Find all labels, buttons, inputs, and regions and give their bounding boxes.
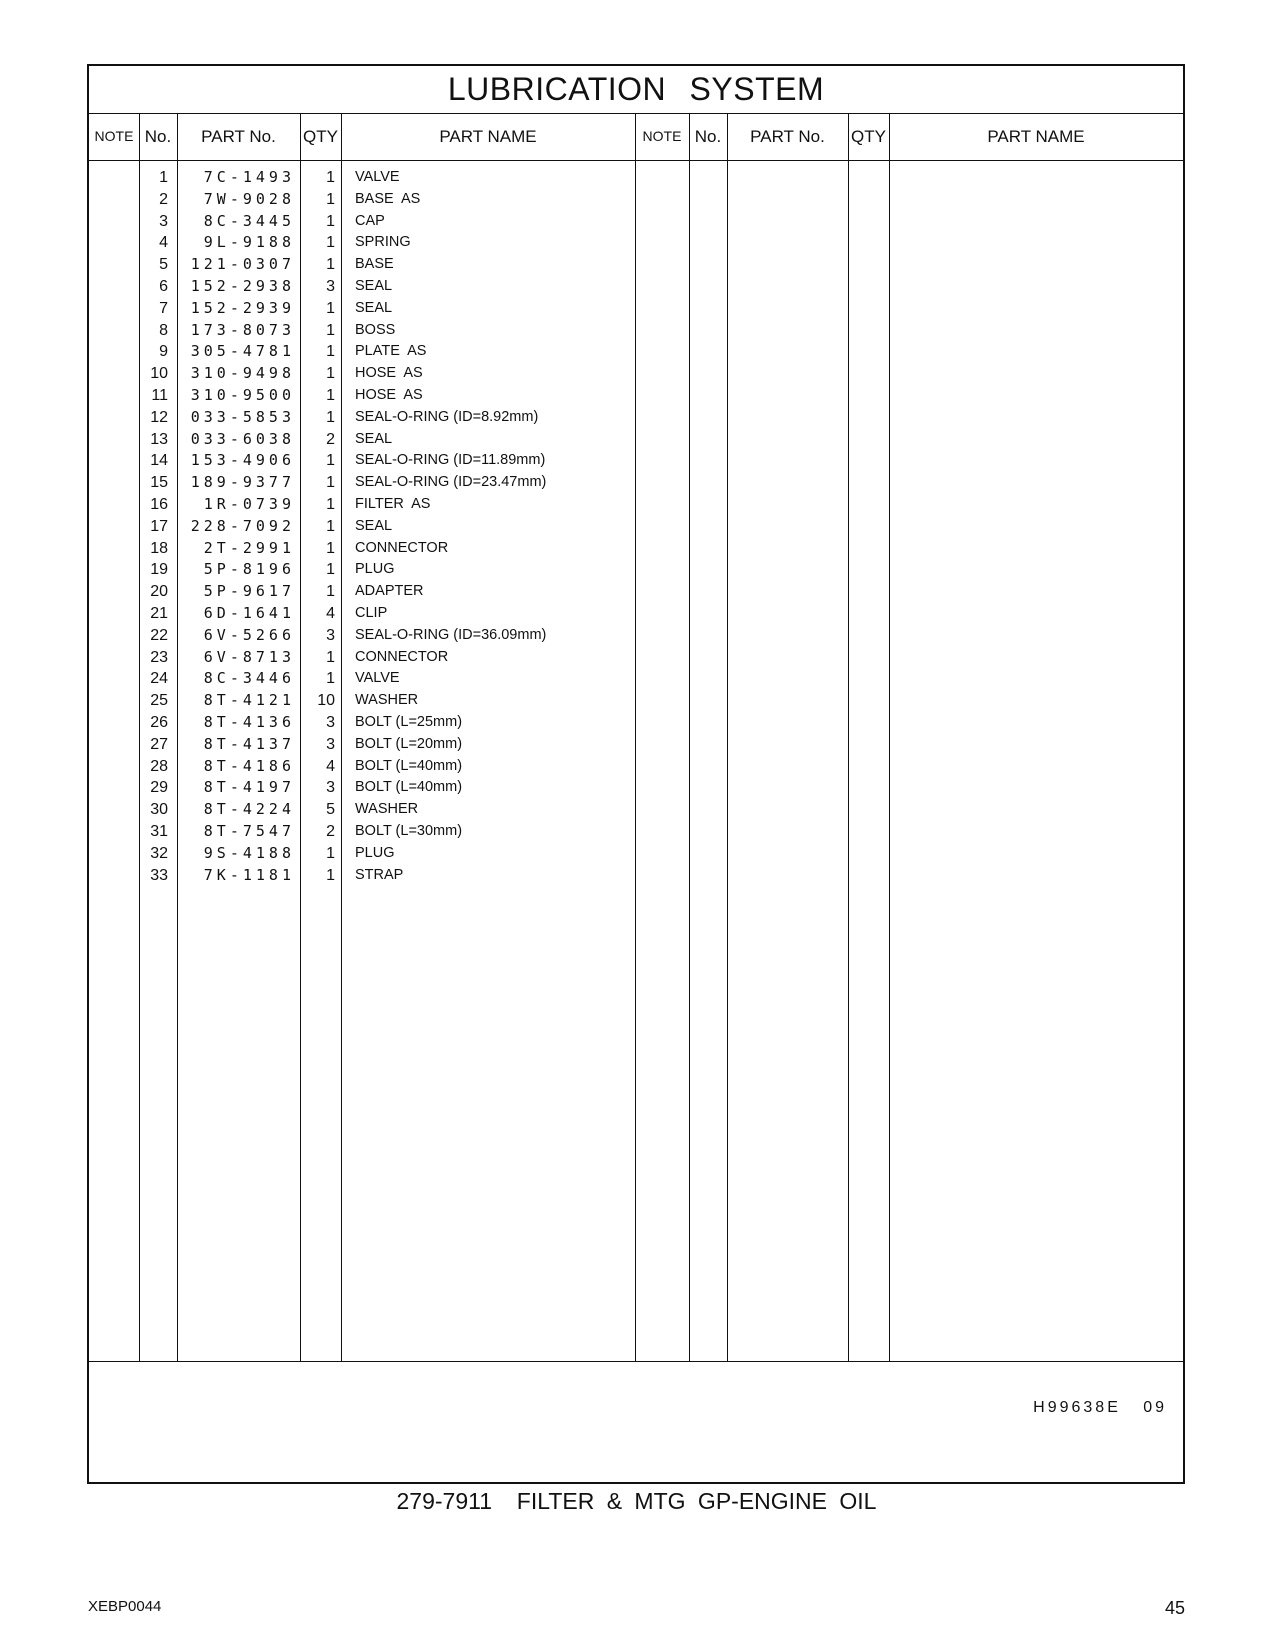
table-bottom-divider (89, 1361, 1183, 1362)
row-no: 8 (159, 321, 168, 339)
row-part-no: 9S-4188 (203, 843, 295, 862)
row-part-no: 121-0307 (190, 255, 295, 274)
row-no: 4 (159, 234, 168, 252)
row-part-no: 5P-8196 (203, 560, 295, 579)
row-qty: 1 (326, 539, 335, 557)
table-row (89, 449, 635, 472)
row-no: 13 (150, 430, 168, 448)
table-row (89, 384, 635, 407)
row-no: 3 (159, 212, 168, 230)
row-part-name: HOSE AS (355, 387, 423, 403)
row-part-name: SEAL (355, 430, 393, 447)
row-qty: 1 (326, 844, 335, 862)
row-qty: 1 (326, 234, 335, 252)
row-part-name: BOLT (L=20mm) (355, 735, 463, 752)
row-part-no: 1R-0739 (203, 495, 295, 513)
row-qty: 1 (326, 517, 335, 535)
row-qty: 3 (326, 779, 335, 797)
row-part-no: 5P-9617 (203, 582, 295, 601)
row-part-no: 305-4781 (190, 342, 295, 361)
row-part-name: WASHER (355, 801, 419, 818)
row-no: 27 (150, 735, 168, 753)
row-qty: 3 (326, 626, 335, 644)
table-row (89, 166, 635, 189)
header-note-right: NOTE (642, 128, 682, 144)
row-part-name: CLIP (355, 605, 388, 621)
row-no: 15 (150, 474, 168, 492)
document-id: XEBP0044 (88, 1598, 162, 1615)
row-no: 7 (159, 299, 168, 317)
row-qty: 1 (326, 321, 335, 339)
row-part-no: 7K-1181 (203, 865, 295, 884)
header-part-no: PART No. (201, 127, 276, 146)
column-divider (889, 113, 890, 1361)
row-no: 25 (150, 692, 168, 710)
header-qty: QTY (303, 127, 338, 146)
table-row (89, 733, 635, 756)
row-part-name: CONNECTOR (355, 539, 449, 556)
row-qty: 1 (326, 190, 335, 208)
row-qty: 3 (326, 735, 335, 753)
row-qty: 1 (326, 212, 335, 230)
table-row (89, 755, 635, 778)
table-row (89, 624, 635, 647)
row-part-name: PLATE AS (355, 343, 427, 360)
table-row (89, 428, 635, 451)
header-qty-right: QTY (851, 127, 886, 146)
row-no: 28 (150, 757, 168, 775)
row-part-no: 173-8073 (190, 320, 295, 339)
table-row (89, 798, 635, 821)
row-qty: 1 (326, 169, 335, 186)
table-row (89, 231, 635, 254)
header-no-right: No. (694, 127, 722, 146)
row-no: 6 (159, 278, 168, 295)
table-row (89, 515, 635, 538)
row-no: 24 (150, 670, 168, 688)
drawing-code: H99638E 09 (1033, 1399, 1167, 1416)
row-part-no: 8T-7547 (203, 822, 295, 840)
row-part-no: 153-4906 (190, 451, 295, 470)
row-no: 19 (150, 561, 168, 579)
row-part-no: 8T-4136 (203, 713, 295, 731)
row-no: 16 (150, 496, 168, 513)
row-qty: 4 (326, 757, 335, 775)
row-part-no: 7W-9028 (203, 189, 295, 208)
row-no: 18 (150, 539, 168, 557)
row-part-name: BOLT (L=40mm) (355, 779, 463, 796)
row-part-name: BASE AS (355, 190, 421, 207)
row-no: 11 (151, 387, 168, 404)
row-qty: 3 (326, 278, 335, 295)
row-part-no: 6V-8713 (203, 647, 295, 666)
row-part-name: BOLT (L=40mm) (355, 757, 463, 774)
header-note: NOTE (94, 128, 134, 144)
row-no: 33 (150, 866, 168, 884)
table-row (89, 210, 635, 233)
row-qty: 1 (326, 387, 335, 404)
row-no: 12 (150, 408, 168, 426)
row-part-no: 6D-1641 (203, 604, 295, 622)
row-no: 5 (159, 256, 168, 274)
row-no: 17 (150, 517, 168, 535)
table-row (89, 275, 635, 298)
table-row (89, 711, 635, 734)
header-no: No. (144, 127, 172, 146)
table-row (89, 297, 635, 320)
row-no: 20 (150, 583, 168, 601)
header-part-no-right: PART No. (750, 127, 825, 146)
row-part-name: SPRING (355, 234, 411, 251)
row-qty: 5 (326, 801, 335, 819)
table-row (89, 842, 635, 865)
table-row (89, 820, 635, 843)
row-no: 30 (150, 801, 168, 819)
parts-list-frame (87, 64, 1185, 1484)
row-part-name: BOLT (L=25mm) (355, 714, 463, 730)
row-part-name: PLUG (355, 561, 395, 578)
row-qty: 1 (326, 866, 335, 884)
table-row (89, 253, 635, 276)
row-part-name: BOLT (L=30mm) (355, 823, 463, 839)
row-no: 22 (150, 626, 168, 644)
row-part-no: 8C-3445 (203, 211, 295, 230)
row-no: 32 (150, 844, 168, 862)
column-divider (689, 113, 690, 1361)
row-part-name: CONNECTOR (355, 648, 449, 665)
table-row (89, 667, 635, 690)
table-row (89, 537, 635, 560)
row-part-name: WASHER (355, 692, 419, 709)
table-row (89, 493, 635, 516)
row-part-name: SEAL (355, 299, 393, 316)
row-qty: 1 (326, 365, 335, 383)
row-no: 26 (150, 714, 168, 731)
row-no: 23 (150, 648, 168, 666)
column-divider (848, 113, 849, 1361)
row-part-name: STRAP (355, 866, 404, 883)
row-part-no: 6V-5266 (203, 625, 295, 644)
header-divider (89, 160, 1183, 161)
row-qty: 1 (326, 648, 335, 666)
row-part-no: 2T-2991 (203, 538, 295, 557)
row-part-no: 033-5853 (190, 407, 295, 426)
row-part-name: SEAL (355, 517, 393, 534)
row-part-name: SEAL (355, 278, 393, 294)
row-part-no: 310-9498 (190, 364, 295, 383)
table-row (89, 340, 635, 363)
table-row (89, 188, 635, 211)
column-divider (635, 113, 636, 1361)
row-qty: 1 (326, 583, 335, 601)
row-qty: 1 (326, 452, 335, 470)
row-no: 10 (150, 365, 168, 383)
header-part-name-right: PART NAME (987, 127, 1085, 146)
row-part-name: SEAL-O-RING (ID=23.47mm) (355, 474, 547, 491)
row-part-no: 8T-4224 (203, 800, 295, 819)
header-part-name: PART NAME (439, 127, 537, 146)
table-row (89, 580, 635, 603)
row-no: 9 (159, 343, 168, 361)
column-divider (727, 113, 728, 1361)
row-part-name: CAP (355, 212, 385, 229)
row-part-no: 189-9377 (190, 473, 295, 492)
row-part-no: 152-2939 (190, 298, 295, 317)
row-part-name: VALVE (355, 670, 400, 687)
table-row (89, 558, 635, 581)
row-part-no: 8T-4137 (203, 734, 295, 753)
row-part-name: VALVE (355, 169, 400, 185)
row-qty: 2 (326, 430, 335, 448)
row-no: 29 (150, 779, 168, 797)
row-part-name: SEAL-O-RING (ID=36.09mm) (355, 626, 547, 643)
row-qty: 1 (326, 670, 335, 688)
row-qty: 1 (326, 408, 335, 426)
row-part-no: 8T-4186 (203, 756, 295, 775)
row-part-name: PLUG (355, 844, 395, 861)
row-qty: 1 (326, 561, 335, 579)
section-title: LUBRICATION SYSTEM (89, 66, 1183, 114)
row-qty: 1 (326, 474, 335, 492)
row-part-no: 033-6038 (190, 429, 295, 448)
row-no: 14 (150, 452, 168, 470)
row-part-name: BASE (355, 256, 394, 273)
table-row (89, 602, 635, 625)
row-part-name: HOSE AS (355, 365, 423, 382)
row-no: 2 (159, 190, 168, 208)
row-part-name: SEAL-O-RING (ID=8.92mm) (355, 408, 539, 425)
table-row (89, 864, 635, 887)
table-row (89, 406, 635, 429)
row-part-name: FILTER AS (355, 496, 431, 512)
row-part-name: ADAPTER (355, 583, 424, 600)
row-part-no: 8C-3446 (203, 669, 295, 688)
table-row (89, 471, 635, 494)
row-part-no: 228-7092 (190, 516, 295, 535)
row-qty: 1 (326, 343, 335, 361)
table-row (89, 689, 635, 712)
row-part-no: 7C-1493 (203, 168, 295, 186)
row-qty: 1 (326, 256, 335, 274)
row-part-no: 152-2938 (190, 277, 295, 295)
row-no: 1 (159, 169, 168, 186)
row-part-no: 310-9500 (190, 386, 295, 404)
row-no: 21 (150, 605, 168, 622)
row-qty: 4 (326, 605, 335, 622)
group-caption: 279-7911 FILTER & MTG GP-ENGINE OIL (396, 1488, 877, 1514)
row-part-name: SEAL-O-RING (ID=11.89mm) (355, 452, 546, 469)
row-qty: 1 (326, 496, 335, 513)
row-part-no: 8T-4121 (203, 691, 295, 710)
page-number: 45 (1164, 1598, 1185, 1618)
row-qty: 2 (326, 823, 335, 840)
table-row (89, 319, 635, 342)
row-qty: 3 (326, 714, 335, 731)
row-part-name: BOSS (355, 321, 396, 338)
row-part-no: 8T-4197 (203, 778, 295, 797)
table-row (89, 776, 635, 799)
table-row (89, 362, 635, 385)
row-part-no: 9L-9188 (203, 233, 295, 252)
row-qty: 1 (326, 299, 335, 317)
row-no: 31 (150, 823, 168, 840)
table-row (89, 646, 635, 669)
row-qty: 10 (317, 692, 335, 710)
